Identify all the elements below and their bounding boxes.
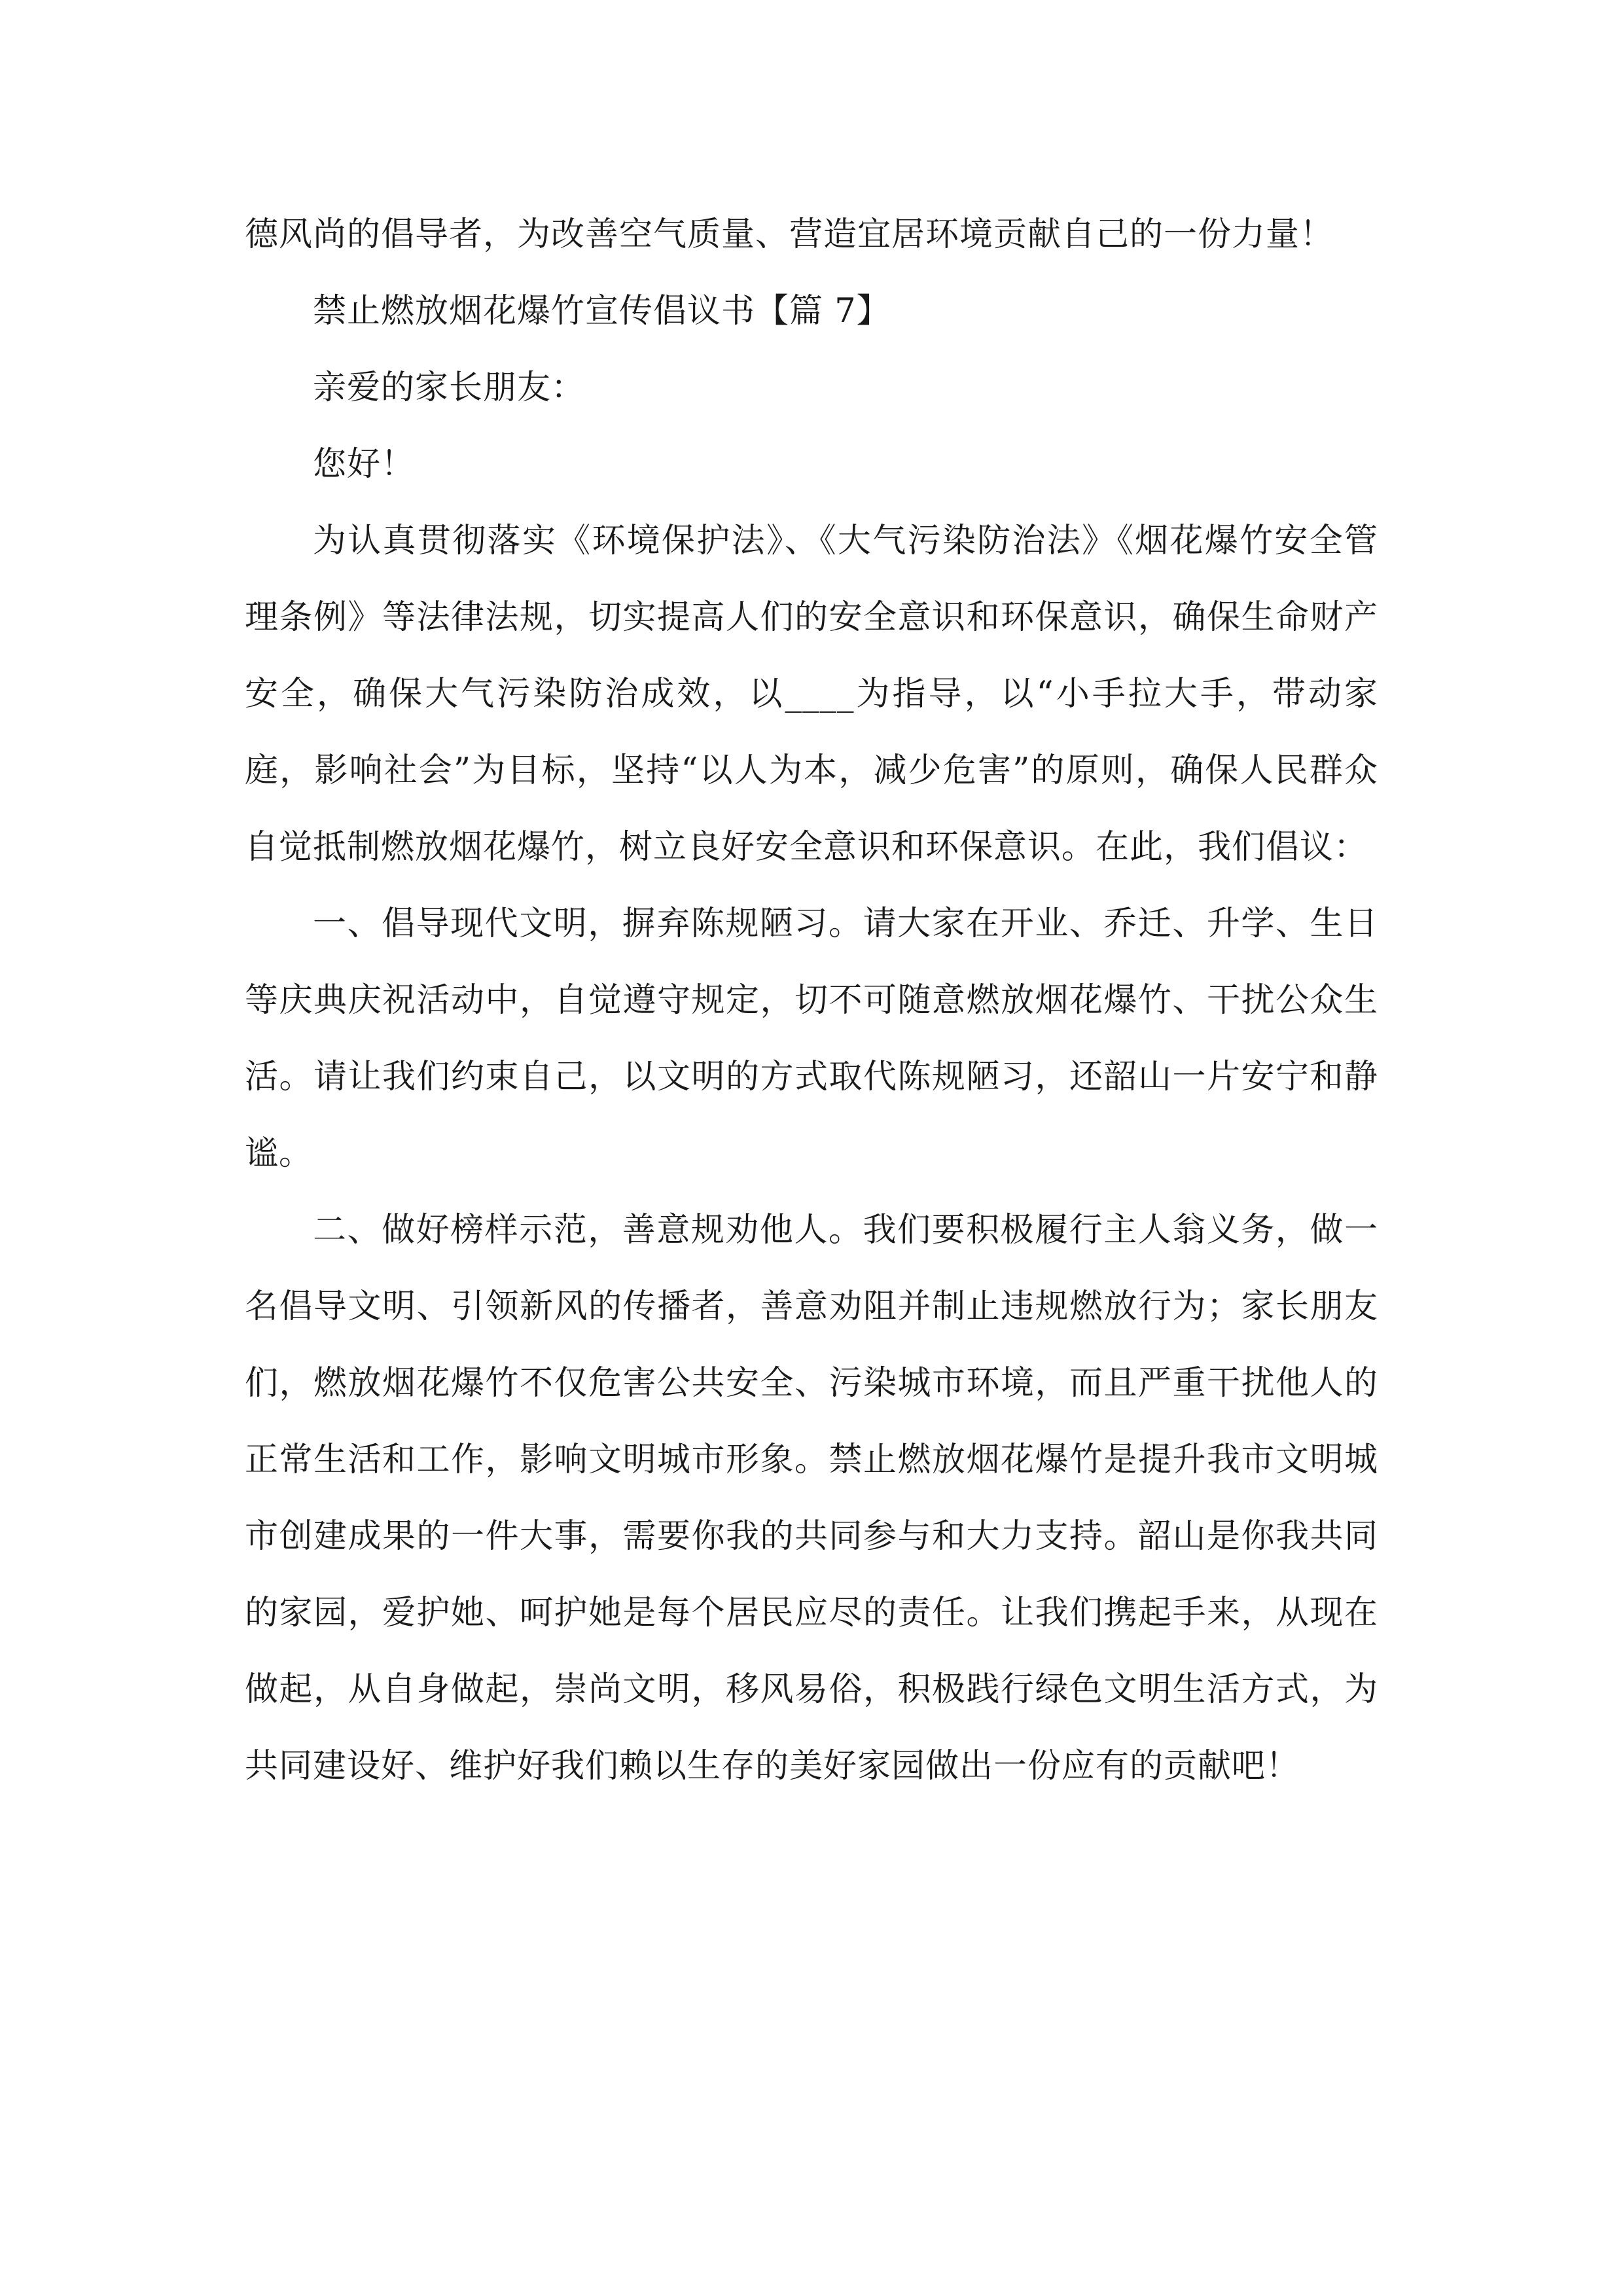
paragraph-point-one: 一、倡导现代文明，摒弃陈规陋习。请大家在开业、乔迁、升学、生日等庆典庆祝活动中，自觉遵守规定，切不可随意燃放烟花爆竹、干扰公众生活。请让我们约束自己，以文明的方式取代陈规陋习，还韶山一片安宁和静谧。 <box>245 905 1378 1173</box>
continued-line: 德风尚的倡导者，为改善空气质量、营造宜居环境贡献自己的一份力量！ <box>245 215 1334 254</box>
paragraph-intro: 为认真贯彻落实《环境保护法》、《大气污染防治法》《烟花爆竹安全管理条例》等法律法规，切实提高人们的安全意识和环保意识，确保生命财产安全，确保大气污染防治成效，以____为指导，以“小手拉大手，带动家庭，影响社会”为目标，坚持“以人为本，减少危害”的原则，确保人民群众自觉抵制燃放烟花爆竹，树立良好安全意识和环保意识。在此，我们倡议： <box>245 522 1378 867</box>
document-heading: 禁止燃放烟花爆竹宣传倡议书【篇 7】 <box>313 292 891 331</box>
paragraph-point-two: 二、做好榜样示范，善意规劝他人。我们要积极履行主人翁义务，做一名倡导文明、引领新风的传播者，善意劝阻并制止违规燃放行为；家长朋友们，燃放烟花爆竹不仅危害公共安全、污染城市环境，而且严重干扰他人的正常生活和工作，影响文明城市形象。禁止燃放烟花爆竹是提升我市文明城市创建成果的一件大事，需要你我的共同参与和大力支持。韶山是你我共同的家园，爱护她、呵护她是每个居民应尽的责任。让我们携起手来，从现在做起，从自身做起，崇尚文明，移风易俗，积极践行绿色文明生活方式，为共同建设好、维护好我们赖以生存的美好家园做出一份应有的贡献吧！ <box>245 1211 1378 1785</box>
document-body <box>245 196 1378 1804</box>
greeting: 您好！ <box>313 445 416 484</box>
salutation: 亲爱的家长朋友： <box>313 368 586 407</box>
